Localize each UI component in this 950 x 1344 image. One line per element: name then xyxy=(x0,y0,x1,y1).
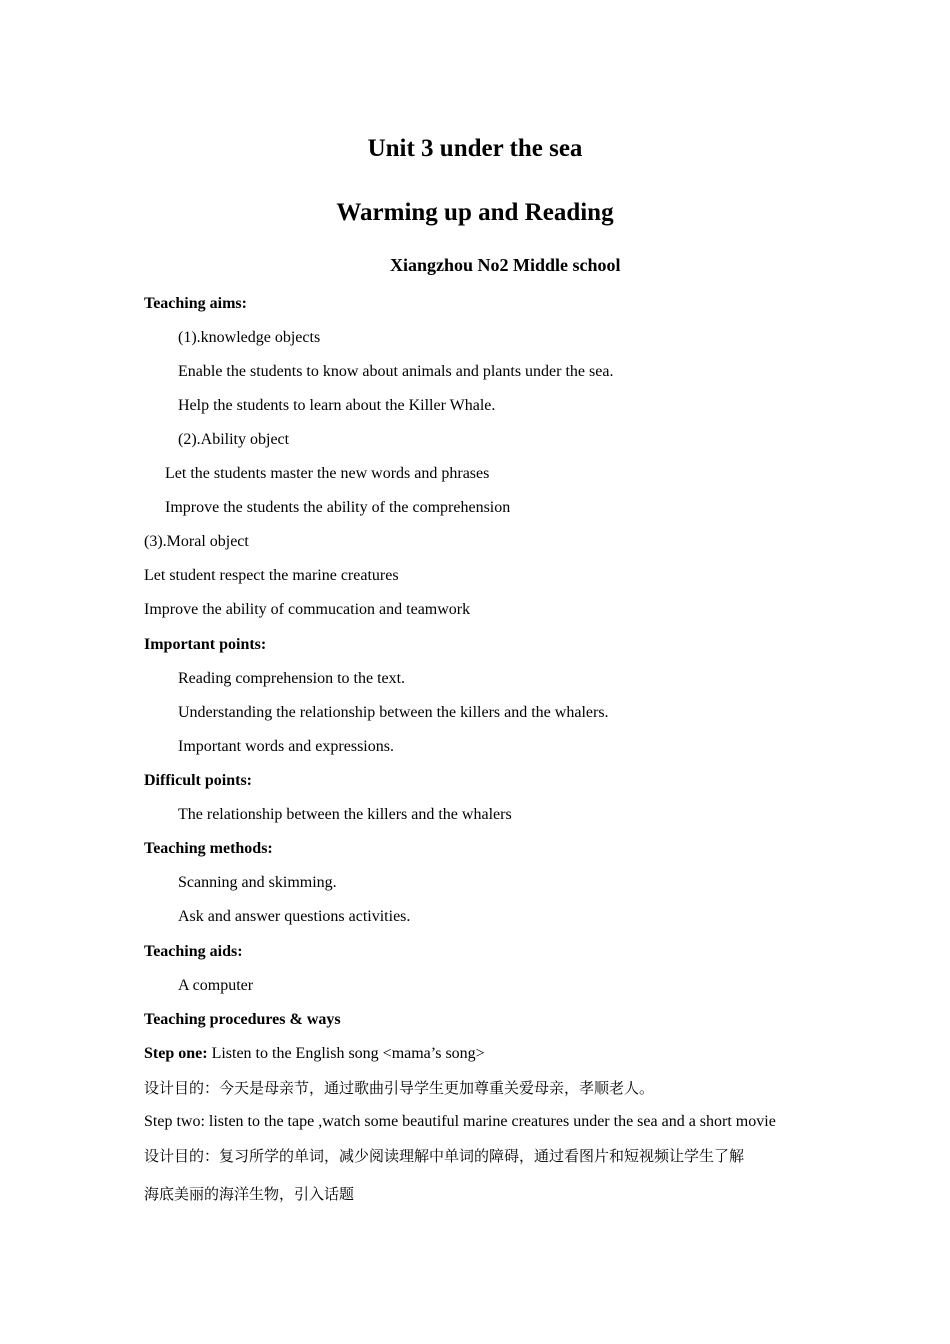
knowledge-item: Enable the students to know about animals and plants under the sea. xyxy=(178,363,614,380)
knowledge-objects-heading: (1).knowledge objects xyxy=(178,329,321,346)
knowledge-item: Help the students to learn about the Killer Whale. xyxy=(178,397,496,414)
difficult-points-heading: Difficult points: xyxy=(144,772,252,789)
step-two-line: Step two: listen to the tape ,watch some beautiful marine creatures under the sea and a short movie xyxy=(144,1113,776,1130)
teaching-aid-item: A computer xyxy=(178,977,254,994)
step-two-purpose-continued: 海底美丽的海洋生物，引入话题 xyxy=(144,1185,355,1203)
teaching-aims-heading: Teaching aims: xyxy=(144,295,247,312)
teaching-procedures-heading: Teaching procedures & ways xyxy=(144,1011,341,1028)
step-one-text: Listen to the English song <mama’s song> xyxy=(207,1045,485,1062)
difficult-point-item: The relationship between the killers and the whalers xyxy=(178,806,512,823)
moral-object-heading: (3).Moral object xyxy=(144,533,249,550)
document-subtitle: Warming up and Reading xyxy=(336,199,614,226)
step-one-label: Step one: xyxy=(144,1045,208,1062)
school-name: Xiangzhou No2 Middle school xyxy=(390,255,621,275)
ability-object-heading: (2).Ability object xyxy=(178,431,290,448)
teaching-method-item: Scanning and skimming. xyxy=(178,874,337,891)
moral-item: Improve the ability of commucation and teamwork xyxy=(144,601,471,618)
important-point-item: Reading comprehension to the text. xyxy=(178,670,406,687)
important-point-item: Important words and expressions. xyxy=(178,738,394,755)
teaching-method-item: Ask and answer questions activities. xyxy=(178,908,411,925)
step-two-purpose: 设计目的：复习所学的单词，减少阅读理解中单词的障碍，通过看图片和短视频让学生了解 xyxy=(144,1147,745,1165)
ability-item: Improve the students the ability of the comprehension xyxy=(165,499,511,516)
teaching-methods-heading: Teaching methods: xyxy=(144,840,273,857)
important-point-item: Understanding the relationship between the killers and the whalers. xyxy=(178,704,609,721)
important-points-heading: Important points: xyxy=(144,636,267,653)
step-one-line xyxy=(144,1044,485,1064)
ability-item: Let the students master the new words and phrases xyxy=(165,465,490,482)
document-title: Unit 3 under the sea xyxy=(367,135,583,162)
step-one-purpose: 设计目的：今天是母亲节，通过歌曲引导学生更加尊重关爱母亲，孝顺老人。 xyxy=(144,1079,655,1097)
moral-item: Let student respect the marine creatures xyxy=(144,567,399,584)
teaching-aids-heading: Teaching aids: xyxy=(144,943,243,960)
